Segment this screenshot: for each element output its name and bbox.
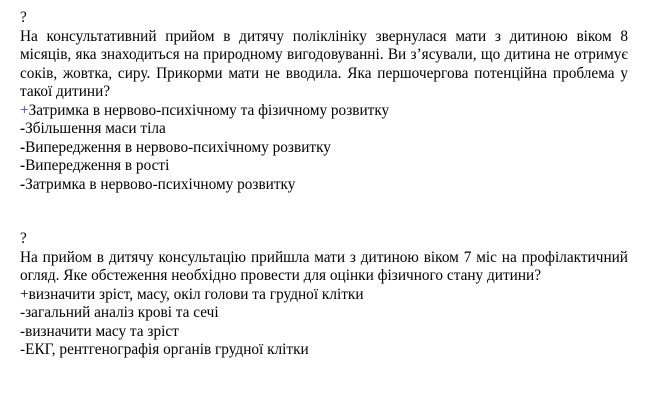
answer-text: Випередження в нервово-психічному розвитку — [25, 138, 331, 156]
answer-text: загальний аналіз крові та сечі — [25, 304, 219, 321]
answer-text: визначити зріст, масу, окіл голови та грудної клітки — [28, 285, 364, 303]
wrong-marker: - — [20, 175, 26, 193]
answer-option — [20, 139, 628, 158]
question-text: На консультативний прийом в дитячу поліклініку звернулася мати з дитиною віком 8 місяців, яка знаходиться на природному вигодовуванні. Ви з’ясували, що дитина не отримує соків, жовтка, сиру. Прикорми мати не вводила. Яка першочергова потенційна проблема у такої дитини? — [20, 27, 628, 100]
wrong-marker: - — [20, 157, 26, 174]
question-block-1 — [20, 9, 628, 194]
answer-text: Затримка в нервово-психічному та фізичному розвитку — [28, 101, 390, 119]
question-block-2 — [20, 230, 628, 360]
wrong-marker: - — [20, 304, 26, 321]
answer-option — [20, 120, 628, 139]
document-page — [20, 9, 628, 360]
answer-text: Випередження в рості — [25, 157, 170, 174]
wrong-marker: - — [20, 341, 26, 358]
question-marker: ? — [20, 230, 27, 247]
answer-text: визначити масу та зріст — [25, 322, 179, 340]
correct-marker: + — [20, 285, 29, 303]
answer-option — [20, 176, 628, 195]
wrong-marker: - — [20, 120, 26, 137]
answer-text: Затримка в нервово-психічному розвитку — [25, 175, 296, 193]
answer-option — [20, 341, 628, 360]
answer-text: Збільшення маси тіла — [25, 120, 166, 137]
answer-option — [20, 157, 628, 176]
question-marker: ? — [20, 9, 27, 26]
answer-text: ЕКГ, рентгенографія органів грудної клітки — [25, 341, 309, 358]
answer-option — [20, 102, 628, 121]
answer-option — [20, 323, 628, 342]
answer-option — [20, 286, 628, 305]
answer-option — [20, 304, 628, 323]
question-text: На прийом в дитячу консультацію прийшла мати з дитиною віком 7 міс на профілактичний огляд. Яке обстеження необхідно провести для оцінки фізичного стану дитини? — [20, 248, 628, 284]
spacer — [20, 194, 628, 230]
wrong-marker: - — [20, 322, 26, 340]
correct-marker: + — [20, 101, 29, 119]
wrong-marker: - — [20, 138, 26, 156]
